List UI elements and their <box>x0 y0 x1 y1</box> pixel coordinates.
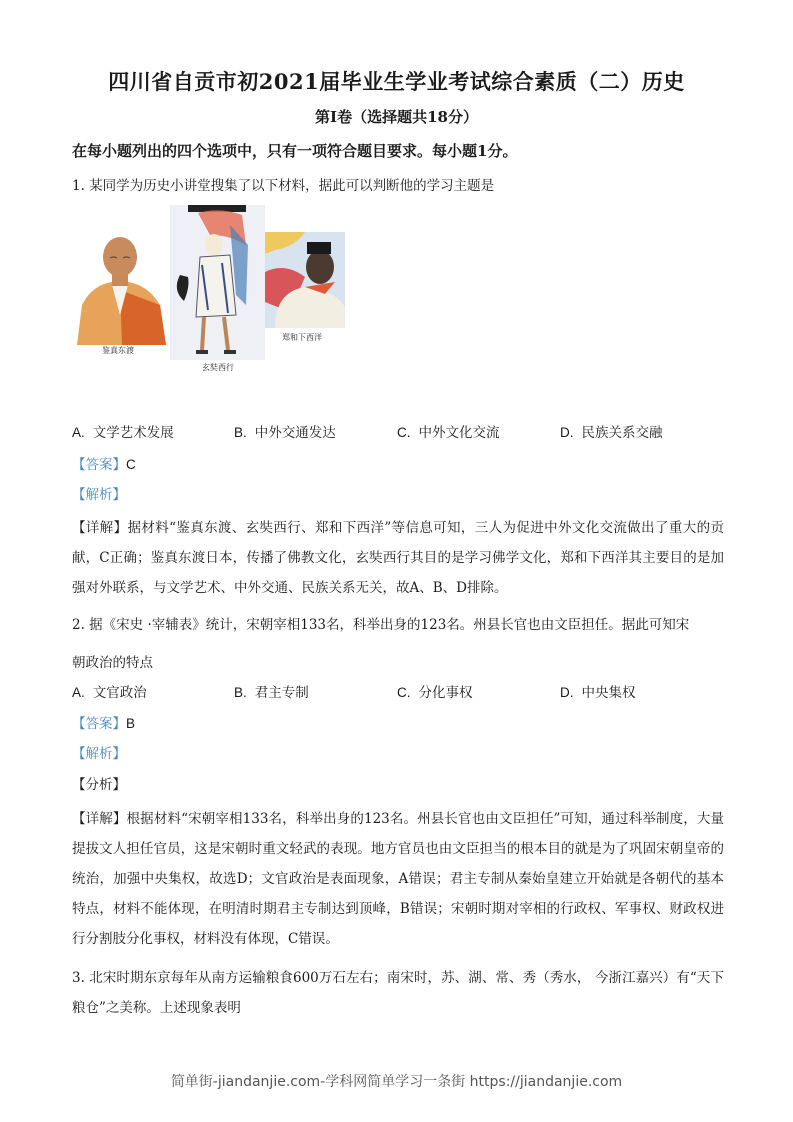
q2-option-b: B. 君主专制 <box>234 685 309 701</box>
q1-option-d: D. 民族关系交融 <box>560 425 663 441</box>
instructions: 在每小题列出的四个选项中，只有一项符合题目要求。每小题1分。 <box>72 142 518 160</box>
section-subtitle: 第Ⅰ卷（选择题共18分） <box>315 108 478 126</box>
q2-fenxi-label: 【分析】 <box>72 777 126 793</box>
q2-option-c: C. 分化事权 <box>397 685 473 701</box>
q1-option-c: C. 中外文化交流 <box>397 425 500 441</box>
question-1-stem: 1. 某同学为历史小讲堂搜集了以下材料，据此可以判断他的学习主题是 <box>72 178 495 194</box>
q1-detail: 【详解】据材料“鉴真东渡、玄奘西行、郑和下西洋”等信息可知，三人为促进中外文化交流做出了重大的贡献，C正确；鉴真东渡日本，传播了佛教文化，玄奘西行其目的是学习佛学文化，郑和下西洋其主要目的是加强对外联系，与文学艺术、中外交通、民族关系无关，故A、B、D排除。 <box>72 520 724 596</box>
question-2-stem-line2: 朝政治的特点 <box>72 655 153 671</box>
caption-jianzhen: 鉴真东渡 <box>102 346 134 355</box>
page-title: 四川省自贡市初2021届毕业生学业考试综合素质（二）历史 <box>108 69 685 94</box>
xuanzang-painting <box>170 205 265 360</box>
q2-analysis-label: 【解析】 <box>72 746 126 762</box>
q2-option-a: A. 文官政治 <box>72 685 147 701</box>
question-1-figures <box>72 205 352 380</box>
jianzhen-portrait <box>72 230 168 345</box>
question-3-stem: 3. 北宋时期东京每年从南方运输粮食600万石左右；南宋时，苏、湖、常、秀（秀水， 今浙江嘉兴）有“天下粮仓”之美称。上述现象表明 <box>72 970 724 1016</box>
q1-answer: 【答案】C <box>72 457 136 473</box>
watermark-footer: 简单街-jiandanjie.com-学科网简单学习一条街 https://jiandanjie.com <box>170 1074 623 1090</box>
q1-analysis-label: 【解析】 <box>72 487 126 503</box>
question-2-stem-line1: 2. 据《宋史 ·宰辅表》统计，宋朝宰相133名，科举出身的123名。州县长官也由文臣担任。据此可知宋 <box>72 617 690 633</box>
q1-option-b: B. 中外交通发达 <box>234 425 336 441</box>
q1-option-a: A. 文学艺术发展 <box>72 425 174 441</box>
zhenghe-painting <box>265 232 345 328</box>
q2-detail: 【详解】根据材料“宋朝宰相133名，科举出身的123名。州县长官也由文臣担任”可知，通过科举制度，大量提拔文人担任官员，这是宋朝时重文轻武的表现。地方官员也由文臣担当的根本目的就是为了巩固宋朝皇帝的统治，加强中央集权，故选D；文官政治是表面现象，A错误；君主专制从秦始皇建立开始就是各朝代的基本特点，材料不能体现，在明清时期君主专制达到顶峰，B错误；宋朝时期对宰相的行政权、军事权、财政权进行分割肢分化事权，材料没有体现，C错误。 <box>72 811 725 947</box>
caption-xuanzang: 玄奘西行 <box>202 363 234 372</box>
q2-answer: 【答案】B <box>72 716 136 732</box>
q2-option-d: D. 中央集权 <box>560 685 636 701</box>
caption-zhenghe: 郑和下西洋 <box>282 333 322 342</box>
